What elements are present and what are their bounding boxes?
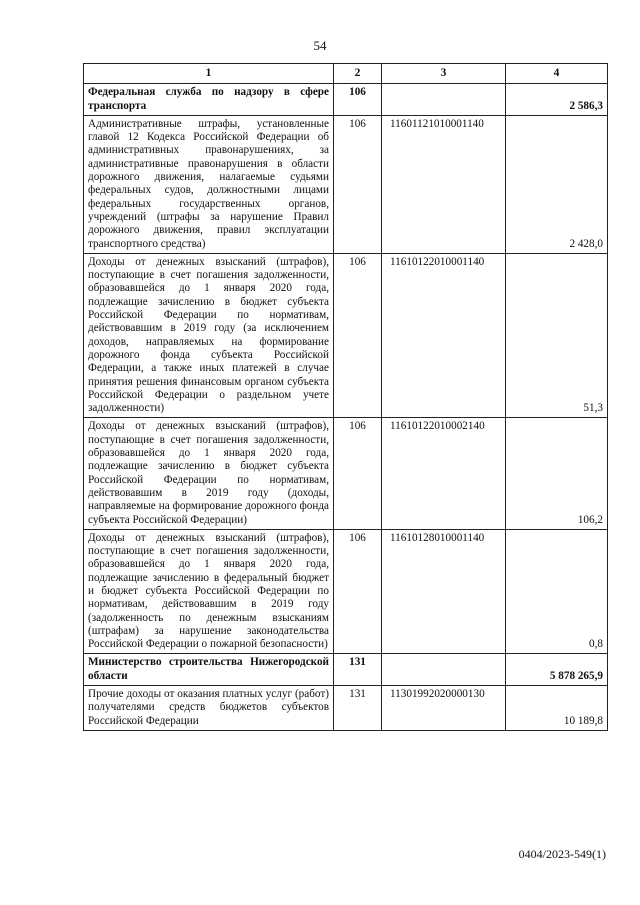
table-row (84, 686, 608, 731)
row-description: Прочие доходы от оказания платных услуг (работ) получателями средств бюджетов субъектов Российской Федерации (84, 686, 334, 731)
row-admin-code: 131 (334, 686, 382, 731)
table-row (84, 253, 608, 418)
table-header-row (84, 64, 608, 84)
page-number: 54 (313, 38, 327, 53)
revenue-table (83, 63, 608, 731)
row-description: Доходы от денежных взысканий (штрафов), поступающие в счет погашения задолженности, образовавшейся до 1 января 2020 года, подлежащие зачислению в бюджет субъекта Российской Федерации по нормативам, действовавшим в 2019 году (доходы, направляемые на формирование дорожного фонда субъекта Российской Федерации) (84, 418, 334, 529)
row-description: Доходы от денежных взысканий (штрафов), поступающие в счет погашения задолженности, образовавшейся до 1 января 2020 года, подлежащие зачислению в федеральный бюджет и бюджет субъекта Российской Федерации по нормативам, действовавшим в 2019 году (задолженность по денежным взысканиям (штрафам) за нарушение законодательства Российской Федерации о пожарной безопасности) (84, 529, 334, 654)
table-row (84, 115, 608, 253)
row-admin-code: 106 (334, 84, 382, 116)
row-kbk-code: 11610128010001140 (382, 529, 506, 654)
row-amount: 2 428,0 (506, 115, 608, 253)
row-kbk-code: 11301992020000130 (382, 686, 506, 731)
column-header-3: 3 (382, 64, 506, 84)
row-admin-code: 106 (334, 115, 382, 253)
row-description: Министерство строительства Нижегородской области (84, 654, 334, 686)
table-row (84, 529, 608, 654)
row-kbk-code (382, 84, 506, 116)
row-amount: 51,3 (506, 253, 608, 418)
row-amount: 0,8 (506, 529, 608, 654)
row-admin-code: 106 (334, 529, 382, 654)
row-kbk-code: 11601121010001140 (382, 115, 506, 253)
row-amount: 2 586,3 (506, 84, 608, 116)
column-header-4: 4 (506, 64, 608, 84)
table-row (84, 84, 608, 116)
column-header-1: 1 (84, 64, 334, 84)
row-amount: 10 189,8 (506, 686, 608, 731)
row-description: Федеральная служба по надзору в сфере транспорта (84, 84, 334, 116)
table-row (84, 654, 608, 686)
row-kbk-code: 11610122010002140 (382, 418, 506, 529)
row-admin-code: 131 (334, 654, 382, 686)
row-amount: 5 878 265,9 (506, 654, 608, 686)
row-kbk-code (382, 654, 506, 686)
row-amount: 106,2 (506, 418, 608, 529)
row-description: Доходы от денежных взысканий (штрафов), поступающие в счет погашения задолженности, образовавшейся до 1 января 2020 года, подлежащие зачислению в бюджет субъекта Российской Федерации по нормативам, действовавшим в 2019 году (за исключением доходов, направляемых на формирование дорожного фонда субъекта Российской Федерации, а также иных платежей в случае принятия решения финансовым органом субъекта Российской Федерации о раздельном учете задолженности) (84, 253, 334, 418)
document-footer-code: 0404/2023-549(1) (518, 847, 606, 861)
row-description: Административные штрафы, установленные главой 12 Кодекса Российской Федерации об административных правонарушениях, за административные правонарушения в области дорожного движения, налагаемые судьями федеральных судов, должностными лицами федеральных государственных органов, учреждений (штрафы за нарушение Правил дорожного движения, правил эксплуатации транспортного средства) (84, 115, 334, 253)
column-header-2: 2 (334, 64, 382, 84)
row-admin-code: 106 (334, 253, 382, 418)
table-row (84, 418, 608, 529)
row-admin-code: 106 (334, 418, 382, 529)
row-kbk-code: 11610122010001140 (382, 253, 506, 418)
